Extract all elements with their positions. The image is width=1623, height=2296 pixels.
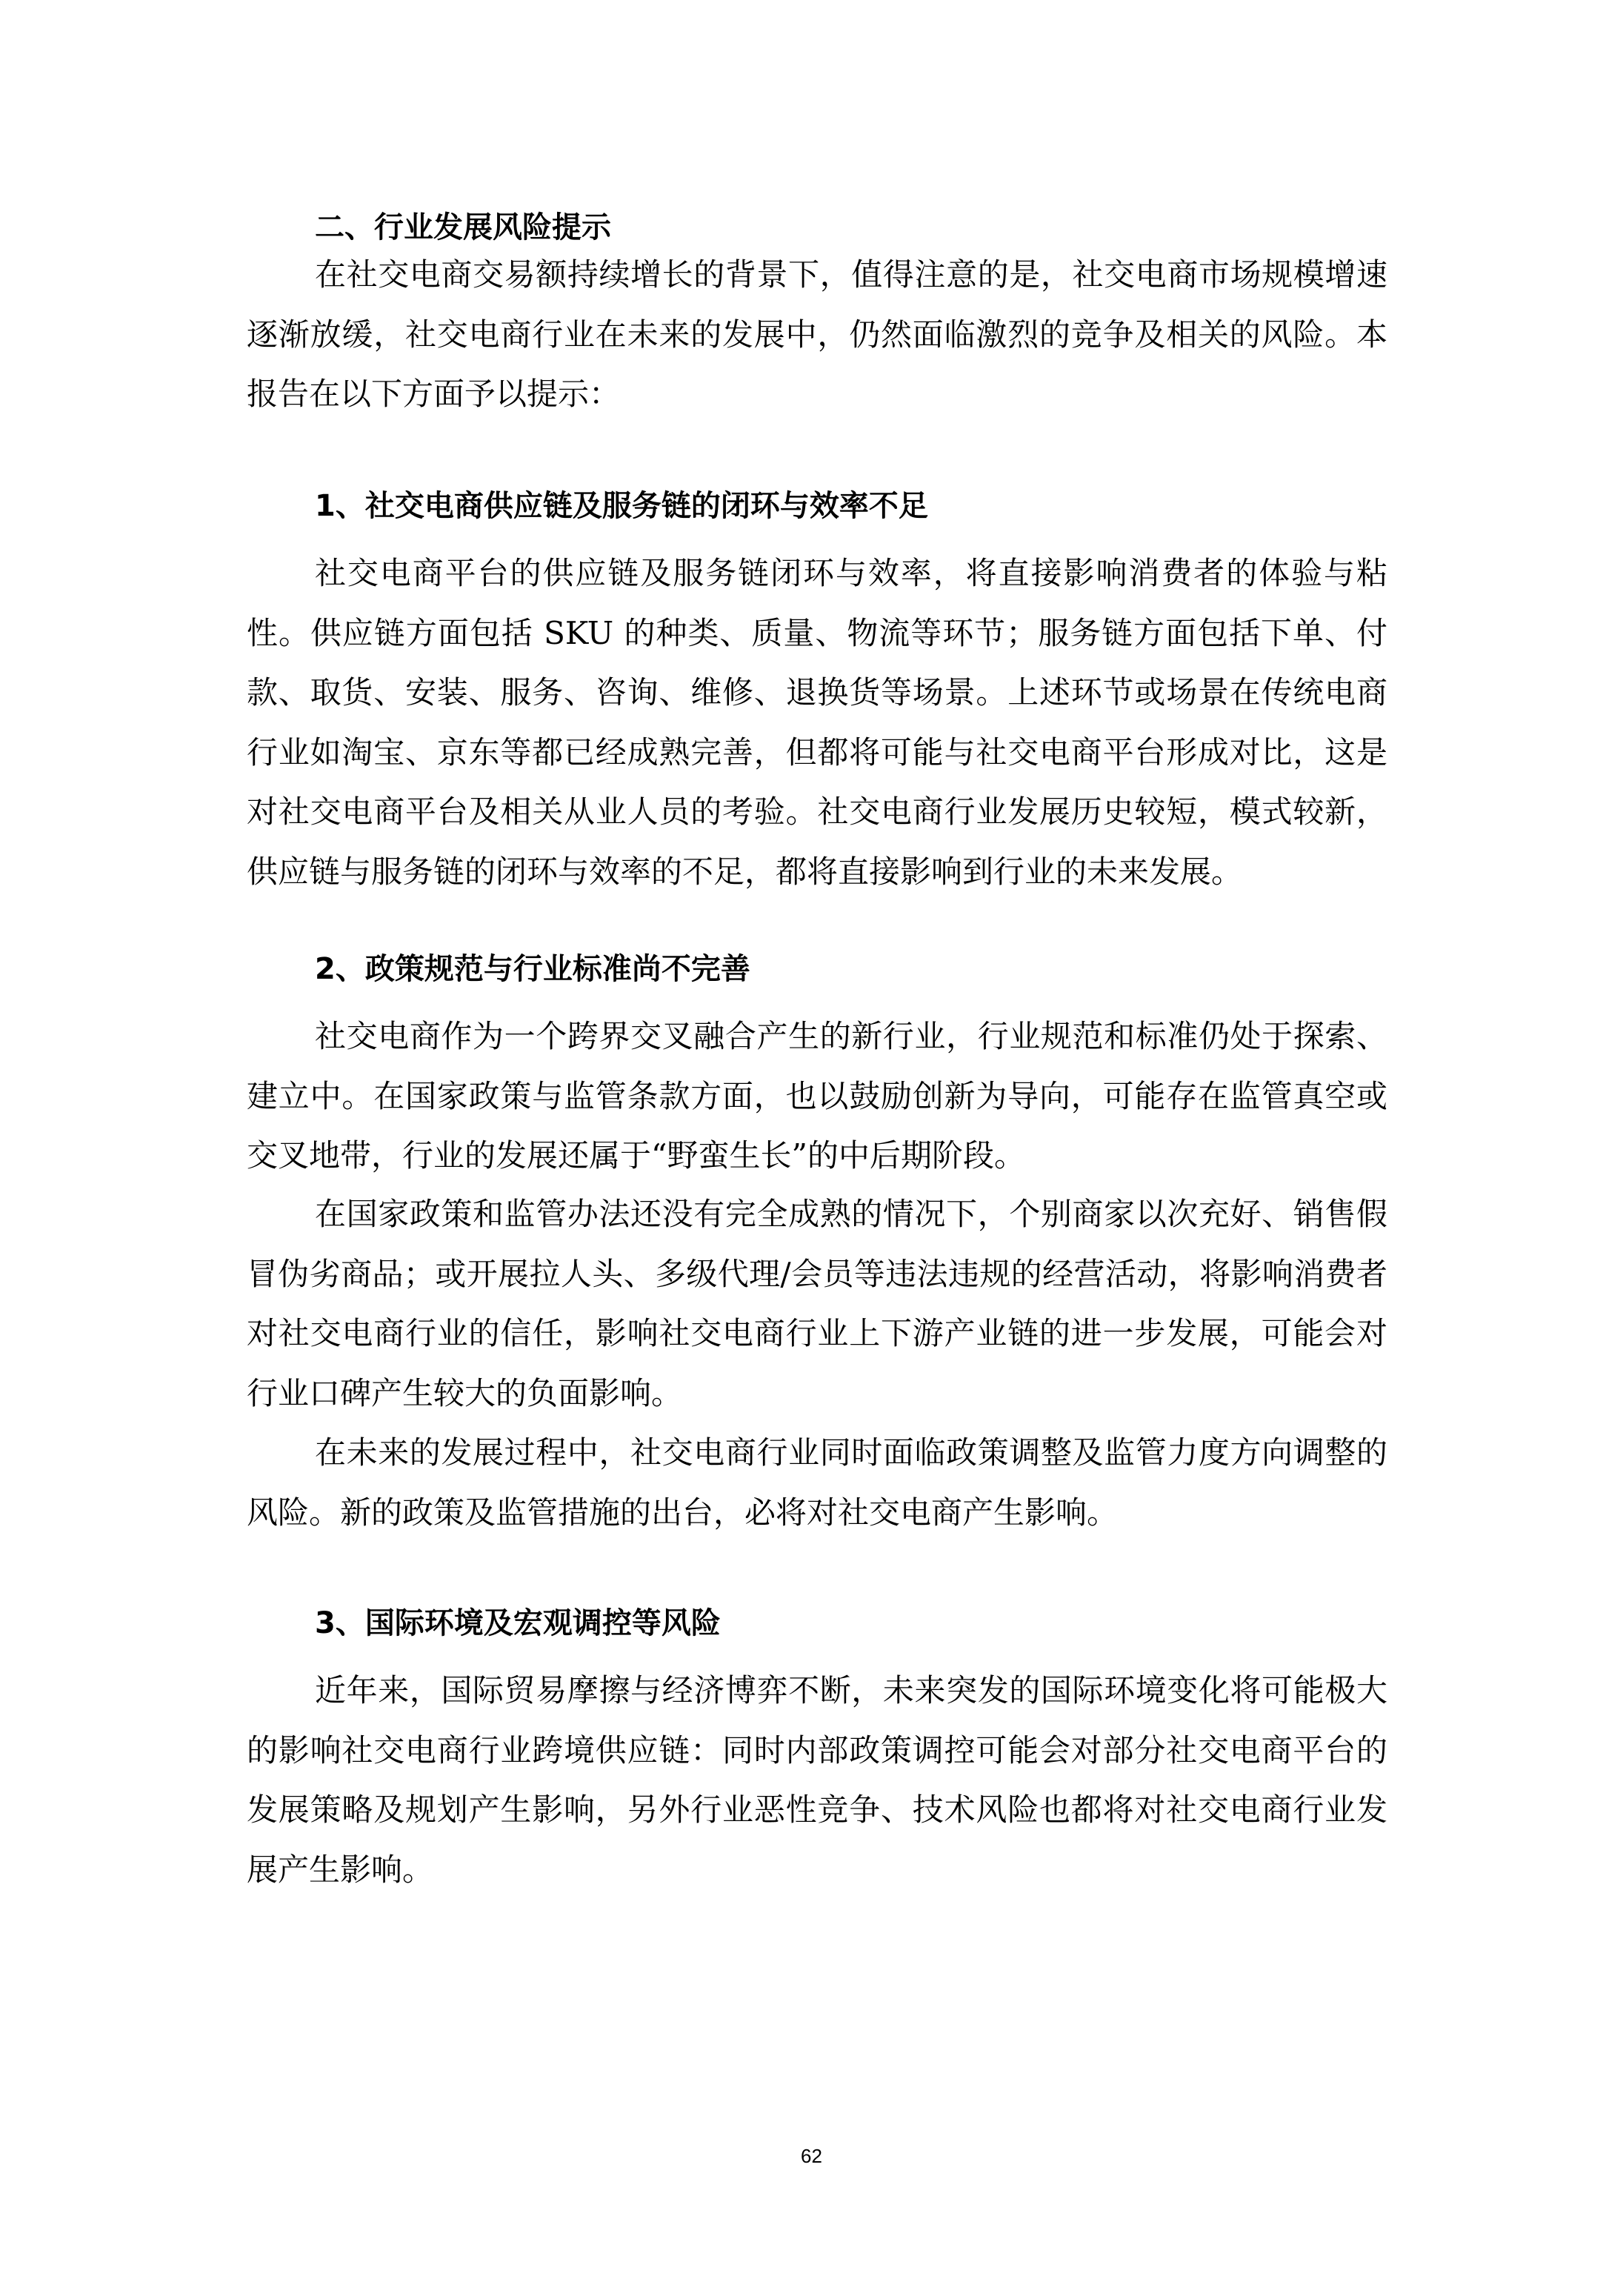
subsection-3-paragraph-1: 近年来，国际贸易摩擦与经济博弈不断，未来突发的国际环境变化将可能极大的影响社交电商行业跨境供应链：同时内部政策调控可能会对部分社交电商平台的发展策略及规划产生影响，另外行业恶性竞争、技术风险也都将对社交电商行业发展产生影响。 (247, 1672, 1387, 1888)
subsection-heading-1: 1、社交电商供应链及服务链的闭环与效率不足 (315, 489, 928, 523)
section-title: 二、行业发展风险提示 (315, 210, 611, 244)
subsection-heading-2: 2、政策规范与行业标准尚不完善 (315, 952, 750, 986)
subsection-2-paragraph-1: 社交电商作为一个跨界交叉融合产生的新行业，行业规范和标准仍处于探索、建立中。在国家政策与监管条款方面，也以鼓励创新为导向，可能存在监管真空或交叉地带，行业的发展还属于“野蛮生长”的中后期阶段。 (247, 1018, 1387, 1174)
intro-paragraph: 在社交电商交易额持续增长的背景下，值得注意的是，社交电商市场规模增速逐渐放缓，社交电商行业在未来的发展中，仍然面临激烈的竞争及相关的风险。本报告在以下方面予以提示： (247, 256, 1387, 412)
subsection-2-paragraph-3: 在未来的发展过程中，社交电商行业同时面临政策调整及监管力度方向调整的风险。新的政策及监管措施的出台，必将对社交电商产生影响。 (247, 1434, 1387, 1531)
subsection-1-paragraph-1: 社交电商平台的供应链及服务链闭环与效率，将直接影响消费者的体验与粘性。供应链方面包括 SKU 的种类、质量、物流等环节；服务链方面包括下单、付款、取货、安装、服务、咨询、维修、退换货等场景。上述环节或场景在传统电商行业如淘宝、京东等都已经成熟完善，但都将可能与社交电商平台形成对比，这是对社交电商平台及相关从业人员的考验。社交电商行业发展历史较短，模式较新，供应链与服务链的闭环与效率的不足，都将直接影响到行业的未来发展。 (247, 555, 1387, 890)
subsection-2-paragraph-2: 在国家政策和监管办法还没有完全成熟的情况下，个别商家以次充好、销售假冒伪劣商品；或开展拉人头、多级代理/会员等违法违规的经营活动，将影响消费者对社交电商行业的信任，影响社交电商行业上下游产业链的进一步发展，可能会对行业口碑产生较大的负面影响。 (247, 1196, 1387, 1411)
page-number: 62 (801, 2145, 822, 2167)
subsection-heading-3: 3、国际环境及宏观调控等风险 (315, 1606, 721, 1640)
